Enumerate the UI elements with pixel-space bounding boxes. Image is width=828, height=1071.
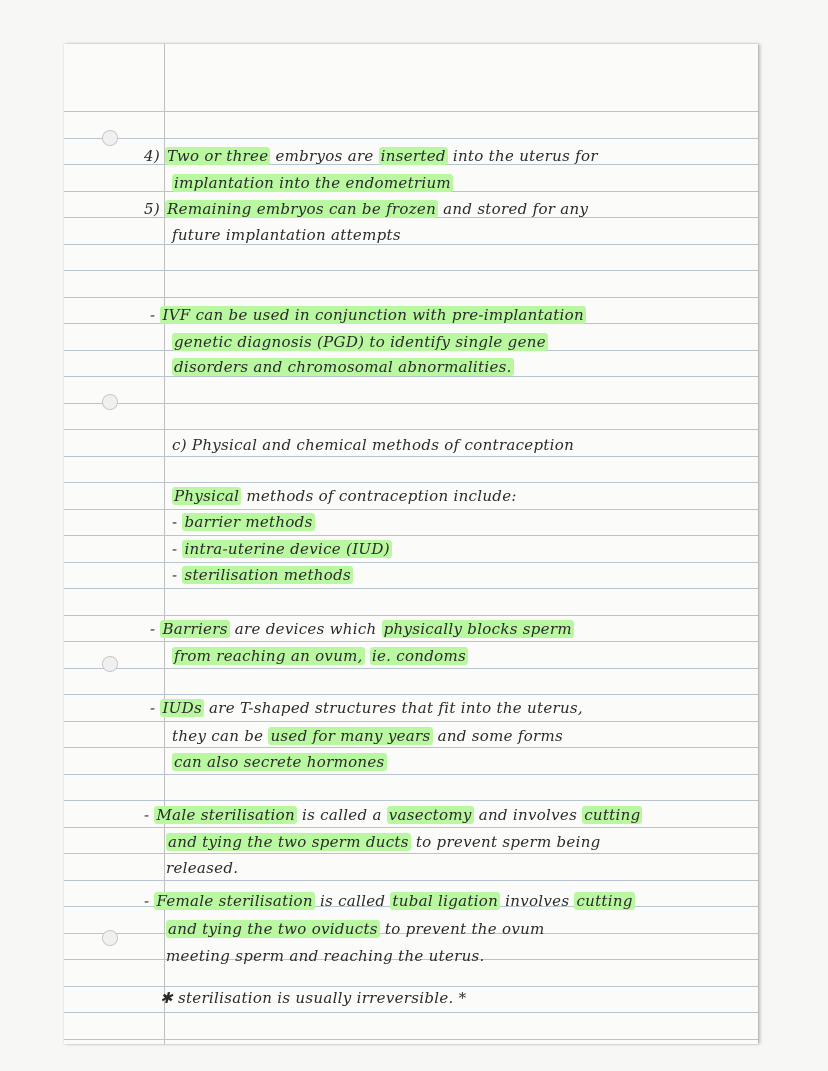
footer-note — [160, 989, 466, 1007]
ruled-line — [64, 694, 758, 695]
ruled-line — [64, 853, 758, 854]
ruled-line — [64, 562, 758, 563]
highlighted-text: can also secrete hormones — [174, 753, 385, 771]
ruled-line — [64, 641, 758, 642]
iuds-line-3 — [172, 753, 387, 771]
heading-text: c) Physical and chemical methods of contraception — [172, 436, 575, 454]
bullet: - — [172, 566, 178, 584]
bullet: - — [172, 513, 178, 531]
punch-hole — [102, 656, 118, 672]
ruled-line — [64, 721, 758, 722]
item-number: 5) — [144, 200, 160, 218]
punch-hole — [102, 394, 118, 410]
highlighted-text: Barriers — [162, 620, 228, 638]
barriers-line-2 — [172, 647, 468, 665]
ivf-line-3 — [172, 358, 514, 376]
ruled-line — [64, 111, 758, 112]
note-item-4-line-1 — [144, 147, 598, 165]
physical-intro — [172, 487, 517, 505]
item-number: 4) — [144, 147, 160, 165]
highlighted-text: cutting — [584, 806, 641, 824]
highlighted-text: tubal ligation — [392, 892, 499, 910]
highlighted-text: inserted — [380, 147, 446, 165]
highlighted-text: disorders and chromosomal abnormalities. — [174, 358, 512, 376]
bullet: - — [172, 540, 178, 558]
ruled-line — [64, 429, 758, 430]
ruled-line — [64, 138, 758, 139]
highlighted-text: Male sterilisation — [156, 806, 295, 824]
female-sterilisation-line-2 — [166, 920, 545, 938]
note-text: involves — [505, 892, 570, 910]
note-text: is called a — [302, 806, 382, 824]
highlighted-text: Physical — [174, 487, 240, 505]
barriers-line-1 — [150, 620, 574, 638]
bullet: - — [144, 892, 150, 910]
note-item-4-line-2 — [172, 174, 453, 192]
ruled-line — [64, 615, 758, 616]
ruled-line — [64, 774, 758, 775]
punch-hole — [102, 130, 118, 146]
list-item — [172, 566, 353, 584]
note-text: is called — [319, 892, 386, 910]
ruled-line — [64, 668, 758, 669]
star-icon: ✱ — [160, 989, 173, 1007]
note-text: to prevent the ovum — [384, 920, 545, 938]
section-heading — [172, 436, 574, 454]
footer-text: sterilisation is usually irreversible. — [177, 989, 454, 1007]
highlighted-text: cutting — [576, 892, 633, 910]
ivf-line-1 — [150, 306, 586, 324]
ruled-line — [64, 827, 758, 828]
highlighted-text: from reaching an ovum, — [174, 647, 363, 665]
note-item-5-line-1 — [144, 200, 588, 218]
note-text: they can be — [172, 727, 264, 745]
ruled-line — [64, 244, 758, 245]
female-sterilisation-line-1 — [144, 892, 635, 910]
highlighted-text: IUDs — [162, 699, 202, 717]
note-text: future implantation attempts — [172, 226, 401, 244]
note-text: and stored for any — [443, 200, 589, 218]
note-text: methods of contraception include: — [246, 487, 517, 505]
highlighted-text: Remaining embryos can be frozen — [167, 200, 437, 218]
bullet: - — [144, 806, 150, 824]
bullet: - — [150, 699, 156, 717]
star-icon: * — [458, 989, 467, 1007]
ruled-line — [64, 1012, 758, 1013]
highlighted-text: Female sterilisation — [156, 892, 313, 910]
highlighted-text: physically blocks sperm — [383, 620, 572, 638]
notebook-page — [64, 44, 758, 1044]
female-sterilisation-line-3 — [166, 947, 485, 965]
ruled-line — [64, 747, 758, 748]
list-item — [172, 540, 392, 558]
highlighted-text: Two or three — [167, 147, 269, 165]
note-text: released. — [166, 859, 239, 877]
ruled-line — [64, 800, 758, 801]
iuds-line-1 — [150, 699, 583, 717]
ruled-line — [64, 588, 758, 589]
highlighted-text: used for many years — [270, 727, 431, 745]
male-sterilisation-line-2 — [166, 833, 601, 851]
ruled-line — [64, 403, 758, 404]
note-text: are devices which — [234, 620, 377, 638]
highlighted-text: genetic diagnosis (PGD) to identify single gene — [174, 333, 546, 351]
note-text: and some forms — [437, 727, 564, 745]
highlighted-text: IVF can be used in conjunction with pre-implantation — [162, 306, 584, 324]
list-item — [172, 513, 315, 531]
ruled-line — [64, 880, 758, 881]
note-text: to prevent sperm being — [415, 833, 601, 851]
bullet: - — [150, 306, 156, 324]
ruled-line — [64, 270, 758, 271]
note-text: are T-shaped structures that fit into the uterus, — [209, 699, 583, 717]
bullet: - — [150, 620, 156, 638]
note-item-5-line-2 — [172, 226, 401, 244]
ruled-line — [64, 535, 758, 536]
ruled-line — [64, 1039, 758, 1040]
highlighted-text: and tying the two sperm ducts — [168, 833, 409, 851]
iuds-line-2 — [172, 727, 563, 745]
highlighted-text: vasectomy — [388, 806, 472, 824]
ruled-line — [64, 986, 758, 987]
highlighted-text: implantation into the endometrium — [174, 174, 451, 192]
male-sterilisation-line-3 — [166, 859, 238, 877]
highlighted-text: barrier methods — [184, 513, 313, 531]
ruled-line — [64, 376, 758, 377]
male-sterilisation-line-1 — [144, 806, 642, 824]
note-text: into the uterus for — [452, 147, 598, 165]
ivf-line-2 — [172, 333, 548, 351]
ruled-line — [64, 456, 758, 457]
highlighted-text: and tying the two oviducts — [168, 920, 378, 938]
ruled-line — [64, 482, 758, 483]
highlighted-text: intra-uterine device (IUD) — [184, 540, 390, 558]
punch-hole — [102, 930, 118, 946]
highlighted-text: sterilisation methods — [184, 566, 351, 584]
note-text: and involves — [478, 806, 578, 824]
highlighted-text: ie. condoms — [371, 647, 467, 665]
ruled-line — [64, 509, 758, 510]
ruled-line — [64, 297, 758, 298]
note-text: embryos are — [275, 147, 374, 165]
note-text: meeting sperm and reaching the uterus. — [166, 947, 485, 965]
